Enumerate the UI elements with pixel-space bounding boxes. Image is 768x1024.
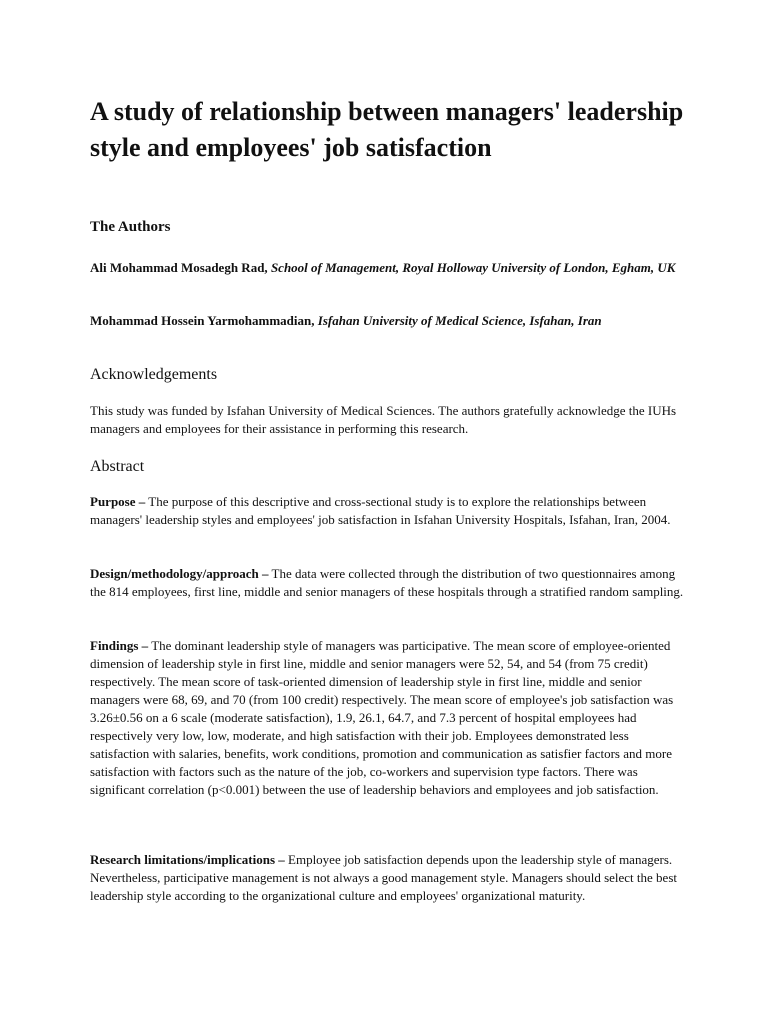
author-affiliation: School of Management, Royal Holloway University of London, Egham, UK [270,260,676,275]
abstract-findings [90,637,690,799]
author-affiliation: Isfahan University of Medical Science, Isfahan, Iran [317,313,602,328]
abstract-purpose [90,493,690,529]
abstract-heading: Abstract [90,458,145,475]
document-title: A study of relationship between managers' leadership style and employees' job satisfaction [90,97,684,162]
acknowledgements-heading: Acknowledgements [90,366,218,383]
section-label: Findings – [90,638,149,653]
section-text: Employee job satisfaction depends upon the leadership style of managers. Nevertheless, participative management is not always a good management style. Managers should select the best leadership style according to the organizational culture and employees' organizational maturity. [90,852,677,903]
section-text: The data were collected through the distribution of two questionnaires among the 814 employees, first line, middle and senior managers of these hospitals through a stratified random sampling. [90,566,684,599]
author-2 [90,312,690,329]
section-label: Research limitations/implications – [90,852,285,867]
abstract-design [90,565,690,601]
section-text: The purpose of this descriptive and cross-sectional study is to explore the relationships between managers' leadership styles and employees' job satisfaction in Isfahan University Hospitals, Isfahan, Iran, 2004. [90,494,671,527]
acknowledgements-text: This study was funded by Isfahan University of Medical Sciences. The authors gratefully acknowledge the IUHs managers and employees for their assistance in performing this research. [90,403,677,436]
author-name: Ali Mohammad Mosadegh Rad, [90,260,268,275]
section-text: The dominant leadership style of managers was participative. The mean score of employee-oriented dimension of leadership style in first line, middle and senior managers were 52, 54, and 54 (from 75 credit) respectively. The mean score of task-oriented dimension of leadership style in first line, middle and senior managers were 68, 69, and 70 (from 100 credit) respectively. The mean score of employee's job satisfaction was 3.26±0.56 on a 6 scale (moderate satisfaction), 1.9, 26.1, 64.7, and 7.3 percent of hospital employees had respectively very low, low, moderate, and high satisfaction with their job. Employees demonstrated less satisfaction with salaries, benefits, work conditions, promotion and communication as satisfier factors and more satisfaction with factors such as the nature of the job, co-workers and supervision type factors. There was significant correlation (p<0.001) between the use of leadership behaviors and employees and job satisfaction. [90,638,674,797]
authors-heading: The Authors [90,219,171,235]
section-label: Design/methodology/approach – [90,566,269,581]
author-1 [90,259,690,276]
section-label: Purpose – [90,494,146,509]
author-name: Mohammad Hossein Yarmohammadian, [90,313,315,328]
abstract-limitations [90,851,690,905]
